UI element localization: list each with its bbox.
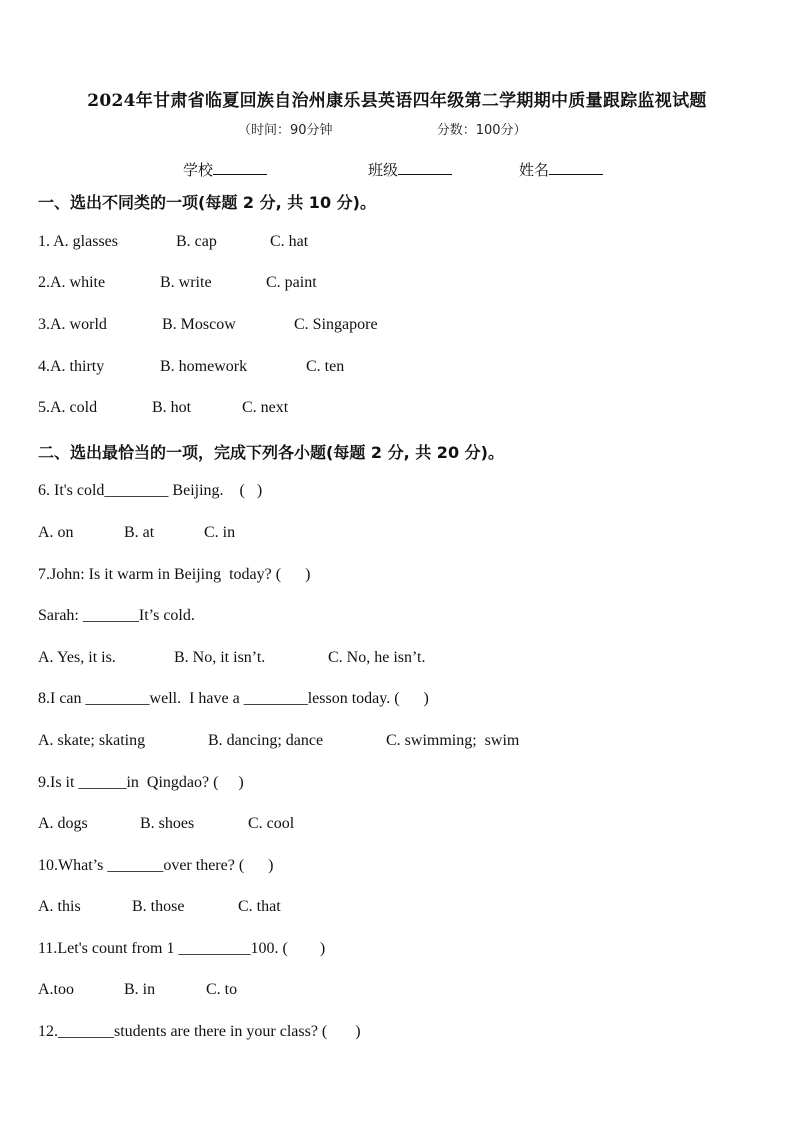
school-blank xyxy=(213,160,267,175)
class-field xyxy=(368,159,452,180)
q7-option-b: B. No, it isn’t. xyxy=(174,649,266,666)
name-field xyxy=(519,159,603,180)
q11-option-a: A.too xyxy=(38,981,74,998)
total-score: 分数：100分） xyxy=(436,123,527,138)
q8-option-c: C. swimming; swim xyxy=(386,732,520,749)
q8-option-b: B. dancing; dance xyxy=(208,732,324,749)
q6-option-a: A. on xyxy=(38,524,74,541)
section-2-heading: 二、选出最恰当的一项，完成下列各小题(每题 2 分, 共 20 分)。 xyxy=(38,443,504,462)
q10-option-c: C. that xyxy=(238,898,281,915)
q2-option-a: 2.A. white xyxy=(38,274,106,291)
q3-option-b: B. Moscow xyxy=(162,316,236,333)
question-7-stem: 7.John: Is it warm in Beijing today? ( ) xyxy=(38,566,311,583)
question-12-stem: 12._______students are there in your class? ( ) xyxy=(38,1023,361,1040)
name-blank xyxy=(549,160,603,175)
q7-option-a: A. Yes, it is. xyxy=(38,649,116,666)
q11-option-c: C. to xyxy=(206,981,238,998)
class-blank xyxy=(398,160,452,175)
q5-option-a: 5.A. cold xyxy=(38,399,98,416)
q9-option-b: B. shoes xyxy=(140,815,195,832)
question-9-stem: 9.Is it ______in Qingdao? ( ) xyxy=(38,774,244,791)
q6-option-b: B. at xyxy=(124,524,155,541)
q4-option-c: C. ten xyxy=(306,358,345,375)
q1-option-b: B. cap xyxy=(176,233,217,250)
class-label: 班级 xyxy=(368,161,399,179)
q9-option-a: A. dogs xyxy=(38,815,88,832)
q8-option-a: A. skate; skating xyxy=(38,732,146,749)
q9-option-c: C. cool xyxy=(248,815,295,832)
q4-option-a: 4.A. thirty xyxy=(38,358,105,375)
q2-option-b: B. write xyxy=(160,274,212,291)
exam-meta xyxy=(238,119,527,138)
q5-option-c: C. next xyxy=(242,399,289,416)
q4-option-b: B. homework xyxy=(160,358,248,375)
q1-option-c: C. hat xyxy=(270,233,309,250)
q11-option-b: B. in xyxy=(124,981,156,998)
question-11-stem: 11.Let's count from 1 _________100. ( ) xyxy=(38,940,326,957)
q3-option-a: 3.A. world xyxy=(38,316,107,333)
q6-option-c: C. in xyxy=(204,524,236,541)
question-7-dialogue: Sarah: _______It’s cold. xyxy=(38,607,195,624)
q7-option-c: C. No, he isn’t. xyxy=(328,649,426,666)
question-10-stem: 10.What’s _______over there? ( ) xyxy=(38,857,274,874)
section-1-heading: 一、选出不同类的一项(每题 2 分, 共 10 分)。 xyxy=(38,193,376,212)
name-label: 姓名 xyxy=(519,161,550,179)
question-8-stem: 8.I can ________well. I have a ________lesson today. ( ) xyxy=(38,690,429,707)
school-field xyxy=(183,159,267,180)
time-limit: （时间：90分钟 xyxy=(238,123,333,138)
q10-option-b: B. those xyxy=(132,898,185,915)
page-title: 2024年甘肃省临夏回族自治州康乐县英语四年级第二学期期中质量跟踪监视试题 xyxy=(87,91,707,111)
q10-option-a: A. this xyxy=(38,898,81,915)
school-label: 学校 xyxy=(183,161,214,179)
question-6-stem: 6. It's cold________ Beijing. ( ) xyxy=(38,482,263,499)
q2-option-c: C. paint xyxy=(266,274,317,291)
q1-option-a: 1. A. glasses xyxy=(38,233,118,250)
q5-option-b: B. hot xyxy=(152,399,192,416)
q3-option-c: C. Singapore xyxy=(294,316,378,333)
